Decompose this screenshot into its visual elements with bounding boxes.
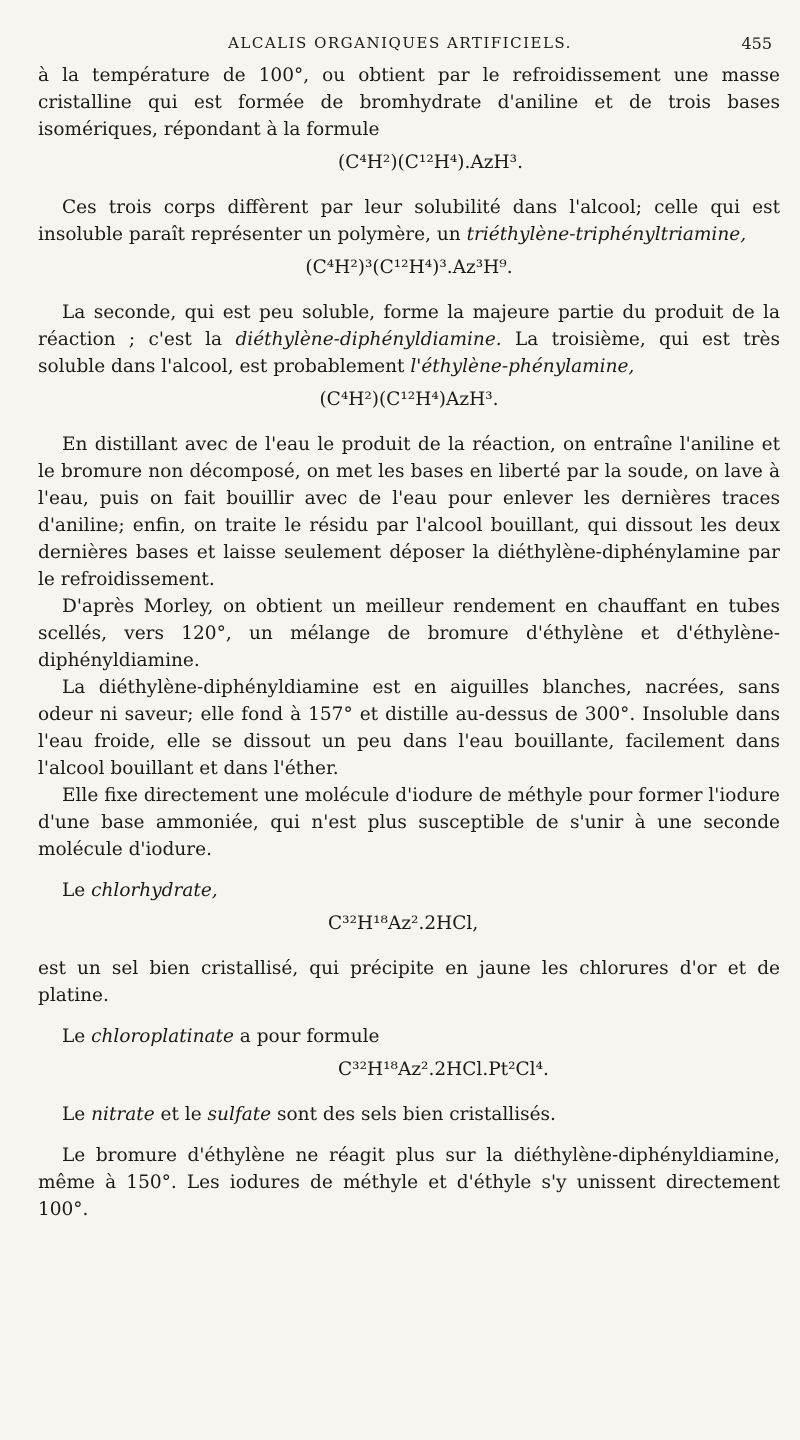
formula-isomeric-bases: (C⁴H²)(C¹²H⁴).AzH³.: [338, 152, 523, 173]
text-run: sont des sels bien cristallisés.: [271, 1104, 556, 1125]
text-run: Le: [62, 1026, 92, 1047]
page-number: 455: [741, 34, 772, 53]
text-run: et le: [154, 1104, 208, 1125]
paragraph-nitrate-sulfate: [38, 1101, 780, 1128]
formula-polymer: (C⁴H²)³(C¹²H⁴)³.Az³H⁹.: [305, 257, 513, 278]
paragraph-morley: D'après Morley, on obtient un meilleur rendement en chauffant en tubes scellés, vers 120°, un mélange de bromure d'éthylène et d'éthylène-diphényldiamine.: [38, 596, 780, 671]
paragraph-chloroplatinate: [38, 1023, 780, 1050]
italic-compound-name: diéthylène-diphényldiamine.: [235, 329, 502, 350]
italic-compound-name: l'éthylène-phénylamine,: [410, 356, 635, 377]
italic-salt-name: chlorhydrate,: [91, 880, 218, 901]
italic-salt-name: chloroplatinate: [91, 1026, 234, 1047]
italic-compound-name: triéthylène-triphényltriamine,: [466, 224, 747, 245]
paragraph-second-base: [38, 299, 780, 380]
italic-salt-name: sulfate: [207, 1104, 272, 1125]
text-run: Le: [62, 1104, 92, 1125]
paragraph-continuation: à la température de 100°, ou obtient par le refroidissement une masse cristalline qui est formée de bromhydrate d'aniline et de trois bases isomériques, répondant à la formule: [38, 65, 780, 140]
formula-chlorhydrate: C³²H¹⁸Az².2HCl,: [328, 913, 479, 934]
paragraph-chlorhydrate: [38, 877, 780, 904]
text-run: Le: [62, 880, 92, 901]
text-run: La troisième, qui est très soluble dans l'alcool, est probablement: [38, 329, 780, 377]
paragraph-ethylene-bromide: Le bromure d'éthylène ne réagit plus sur la diéthylène-diphényldiamine, même à 150°. Les iodures de méthyle et d'éthyle s'y unissent directement 100°.: [38, 1145, 780, 1220]
paragraph-methyl-iodide: Elle fixe directement une molécule d'iodure de méthyle pour former l'iodure d'une base ammoniée, qui n'est plus susceptible de s'unir à une seconde molécule d'iodure.: [38, 785, 780, 860]
text-run: Ces trois corps diffèrent par leur solubilité dans l'alcool; celle qui est insoluble paraît représenter un polymère, un: [38, 197, 780, 245]
page-body: [38, 62, 780, 1223]
formula-ethylene-phenylamine: (C⁴H²)(C¹²H⁴)AzH³.: [319, 389, 499, 410]
text-run: La seconde, qui est peu soluble, forme la majeure partie du produit de la réaction ; c'est la: [38, 302, 780, 350]
paragraph-properties: La diéthylène-diphényldiamine est en aiguilles blanches, nacrées, sans odeur ni saveur; elle fond à 157° et distille au-dessus de 300°. Insoluble dans l'eau froide, elle se dissout un peu dans l'eau bouillante, facilement dans l'alcool bouillant et dans l'éther.: [38, 677, 780, 779]
formula-chloroplatinate: C³²H¹⁸Az².2HCl.Pt²Cl⁴.: [338, 1059, 549, 1080]
paragraph-distillation: En distillant avec de l'eau le produit de la réaction, on entraîne l'aniline et le bromure non décomposé, on met les bases en liberté par la soude, on lave à l'eau, puis on fait bouillir avec de l'eau pour enlever les dernières traces d'aniline; enfin, on traite le résidu par l'alcool bouillant, qui dissout les deux dernières bases et laisse seulement déposer la diéthylène-diphénylamine par le refroidissement.: [38, 434, 780, 590]
page-header: [0, 30, 800, 60]
italic-salt-name: nitrate: [91, 1104, 155, 1125]
paragraph-solubility: [38, 194, 780, 248]
text-run: a pour formule: [233, 1026, 380, 1047]
running-title: ALCALIS ORGANIQUES ARTIFICIELS.: [228, 34, 572, 52]
paragraph-crystallised-salt: est un sel bien cristallisé, qui précipite en jaune les chlorures d'or et de platine.: [38, 958, 780, 1006]
